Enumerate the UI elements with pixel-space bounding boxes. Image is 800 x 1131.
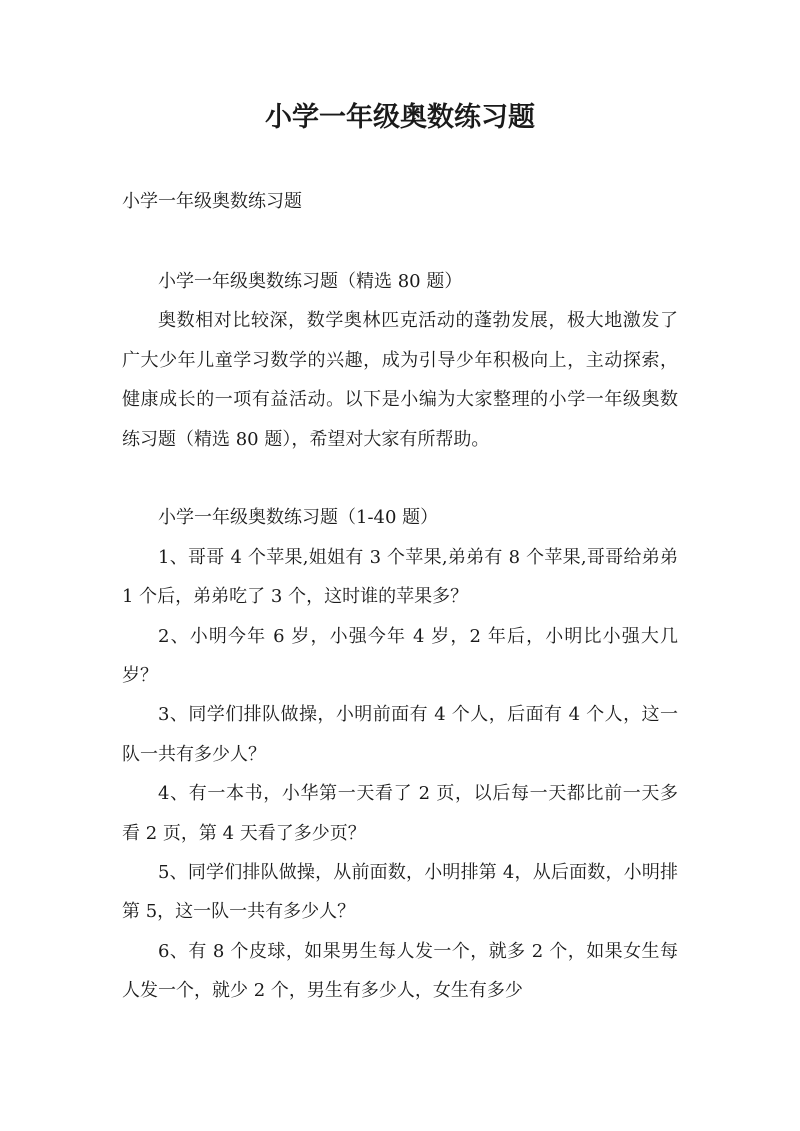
question-6: 6、有 8 个皮球，如果男生每人发一个，就多 2 个，如果女生每人发一个，就少 2 个，男生有多少人，女生有多少	[122, 940, 678, 1002]
document-subtitle: 小学一年级奥数练习题	[122, 191, 302, 212]
question-2: 2、小明今年 6 岁，小强今年 4 岁，2 年后，小明比小强大几岁？	[122, 625, 678, 687]
question-3: 3、同学们排队做操，小明前面有 4 个人，后面有 4 个人，这一队一共有多少人？	[122, 704, 678, 765]
question-1: 1、哥哥 4 个苹果,姐姐有 3 个苹果,弟弟有 8 个苹果,哥哥给弟弟 1 个后，弟弟吃了 3 个，这时谁的苹果多？	[122, 546, 678, 608]
section-heading: 小学一年级奥数练习题（精选 80 题）	[158, 271, 463, 292]
intro-paragraph: 奥数相对比较深，数学奥林匹克活动的蓬勃发展，极大地激发了广大少年儿童学习数学的兴趣，成为引导少年积极向上，主动探索，健康成长的一项有益活动。以下是小编为大家整理的小学一年级奥数练习题（精选 80 题），希望对大家有所帮助。	[122, 310, 678, 450]
document-body	[122, 262, 678, 1011]
question-5: 5、同学们排队做操，从前面数，小明排第 4，从后面数，小明排第 5，这一队一共有多少人？	[122, 862, 678, 923]
document-title: 小学一年级奥数练习题	[265, 102, 535, 133]
question-4: 4、有一本书，小华第一天看了 2 页，以后每一天都比前一天多看 2 页，第 4 天看了多少页？	[122, 783, 678, 844]
paragraph-gap	[122, 459, 678, 498]
part-heading: 小学一年级奥数练习题（1-40 题）	[158, 507, 439, 529]
